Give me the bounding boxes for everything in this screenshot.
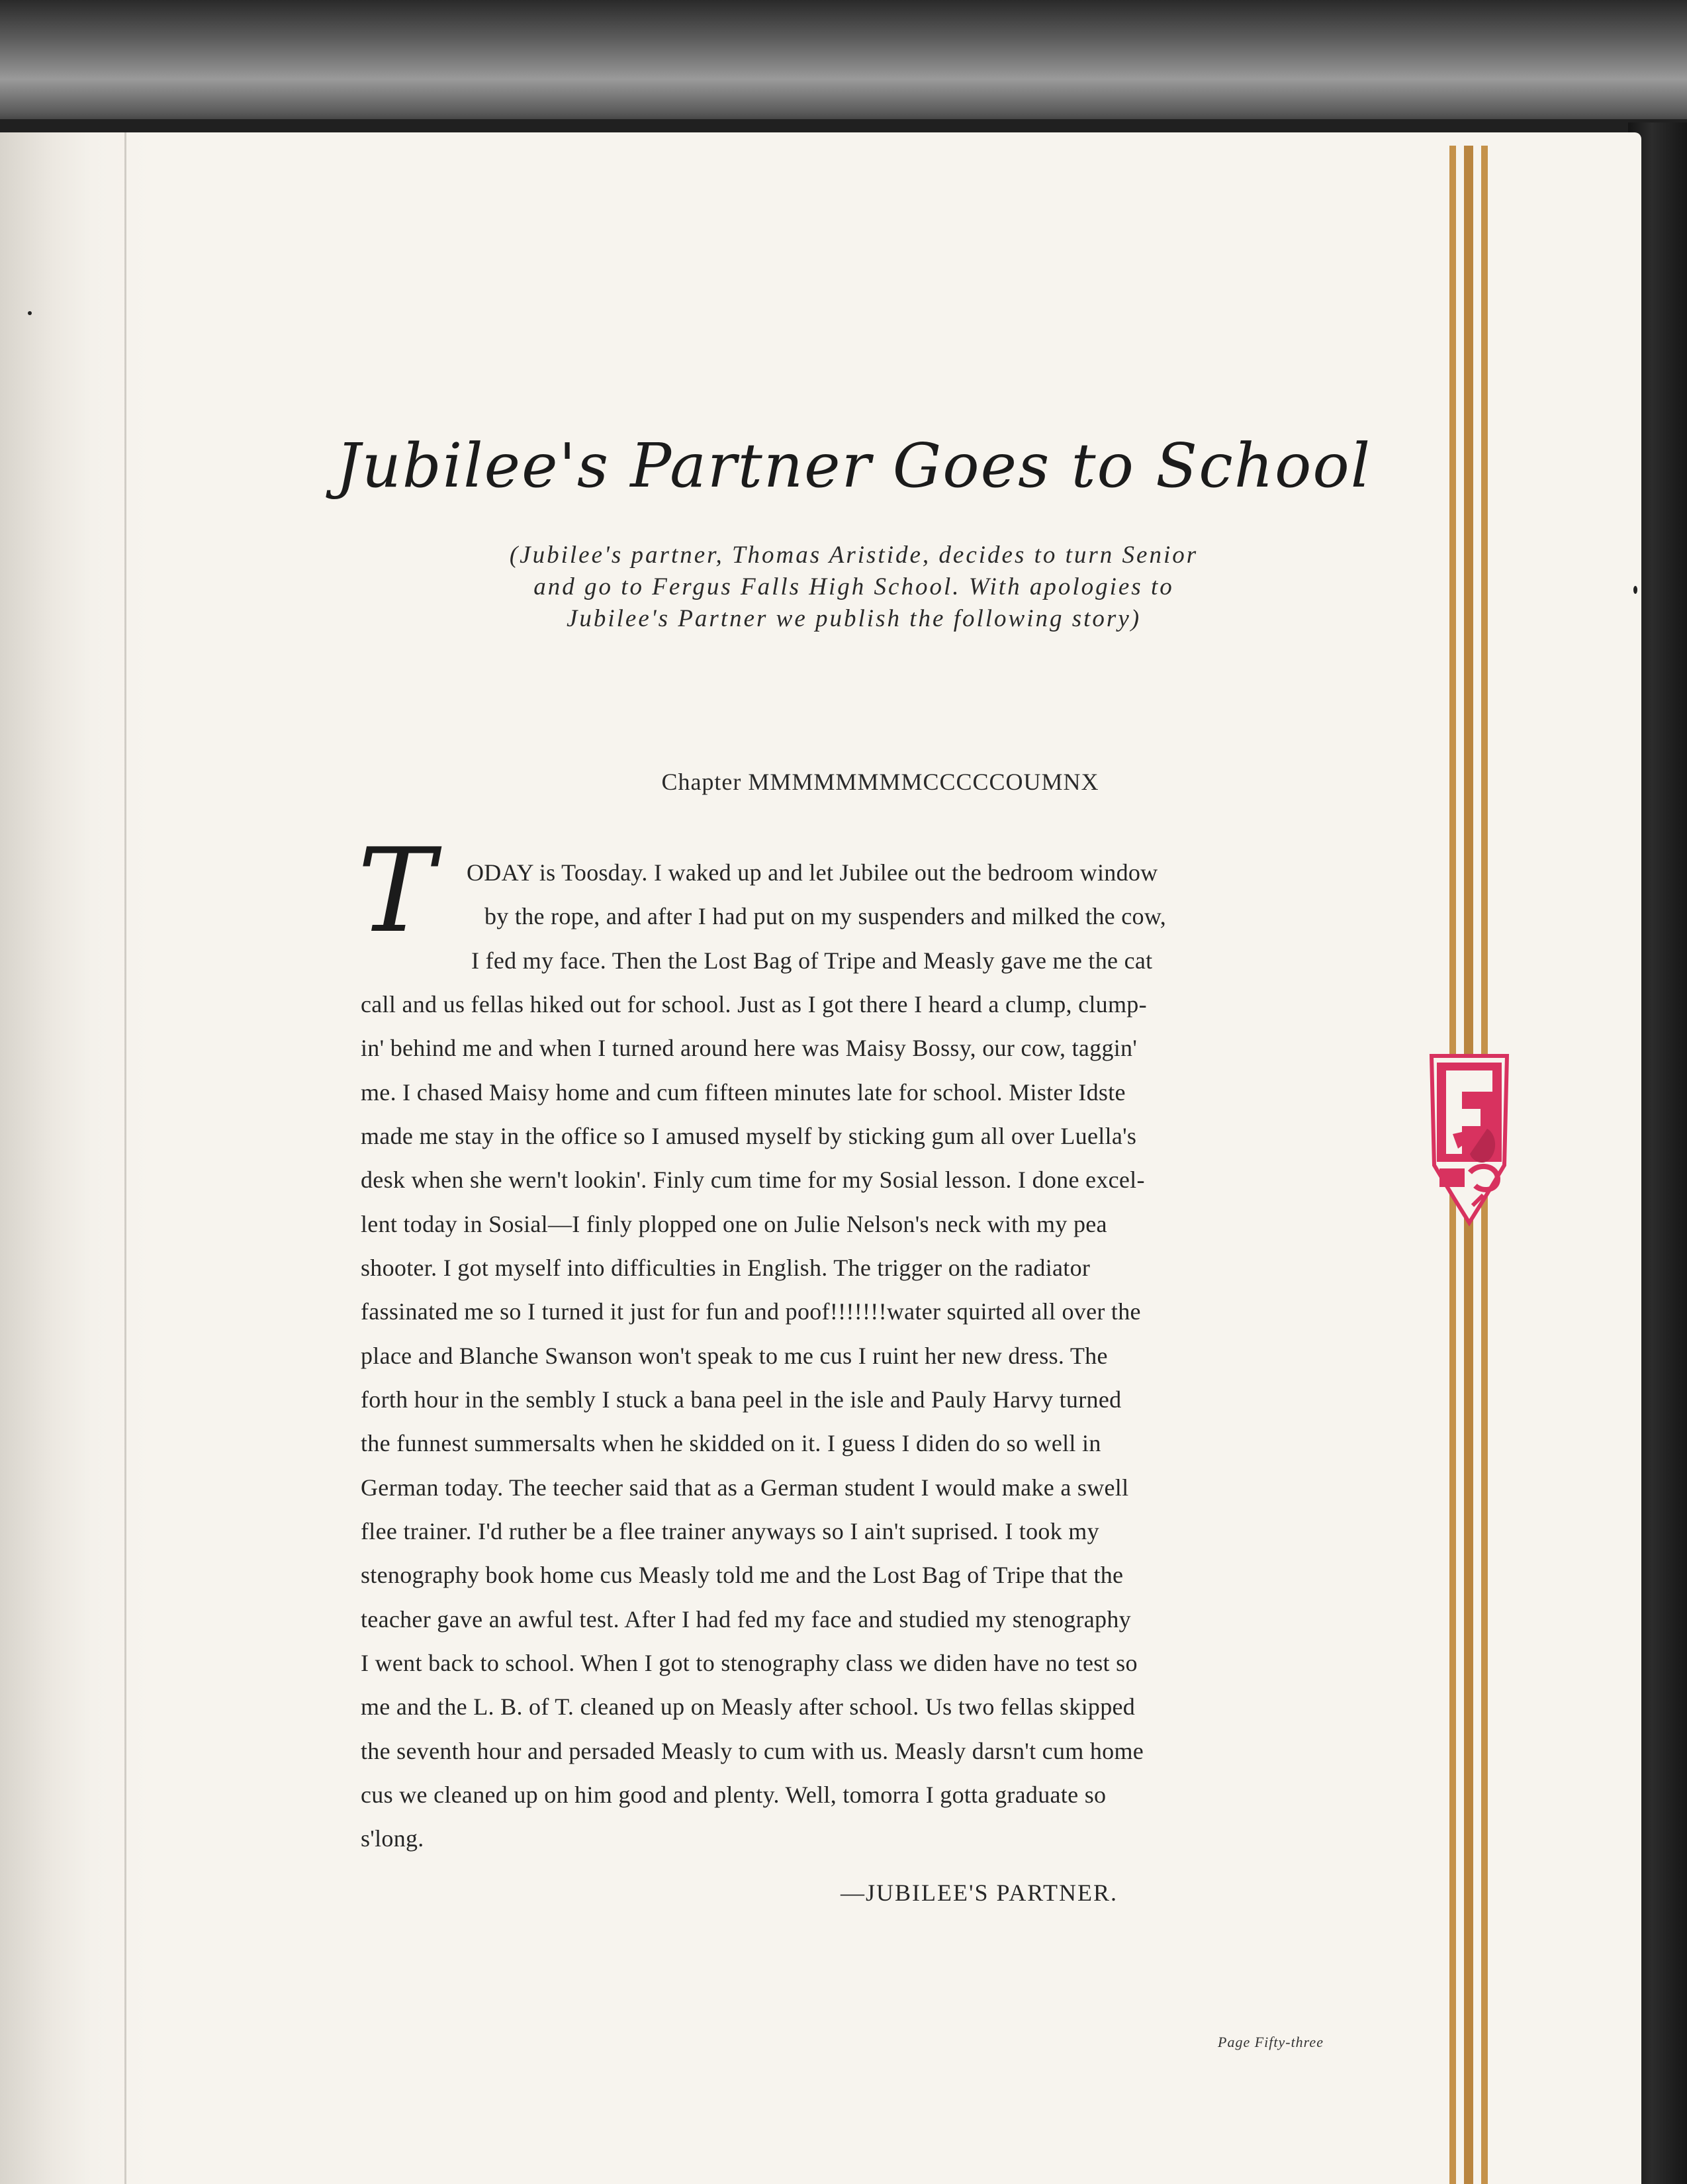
fhs-emblem-logo [1426,1049,1512,1228]
body-line: flee trainer. I'd ruther be a flee trainer anyways so I ain't suprised. I took my [361,1518,1099,1544]
subtitle-line: (Jubilee's partner, Thomas Aristide, decides to turn Senior [509,542,1199,569]
body-line: teacher gave an awful test. After I had fed my face and studied my stenography [361,1606,1131,1633]
body-line: by the rope, and after I had put on my suspenders and milked the cow, [484,903,1167,929]
subtitle-note [424,540,1284,635]
drop-cap-letter: T [357,824,435,959]
body-line: lent today in Sosial—I finly plopped one on Julie Nelson's neck with my pea [361,1211,1107,1237]
page-gutter-line [124,132,126,2184]
body-line: ODAY is Toosday. I waked up and let Jubilee out the bedroom window [467,859,1158,886]
body-line: I fed my face. Then the Lost Bag of Tripe and Measly gave me the cat [471,947,1153,974]
subtitle-line: Jubilee's Partner we publish the following story) [566,605,1142,632]
page-gutter-shadow [0,132,152,2184]
body-line: forth hour in the sembly I stuck a bana peel in the isle and Pauly Harvy turned [361,1386,1122,1413]
body-line: stenography book home cus Measly told me and the Lost Bag of Tripe that the [361,1562,1124,1588]
body-line: place and Blanche Swanson won't speak to me cus I ruint her new dress. The [361,1343,1108,1369]
body-line: desk when she wern't lookin'. Finly cum time for my Sosial lesson. I done excel- [361,1166,1145,1193]
body-line: s'long. [361,1825,424,1852]
body-line: made me stay in the office so I amused myself by sticking gum all over Luella's [361,1123,1137,1149]
body-line: me. I chased Maisy home and cum fifteen minutes late for school. Mister Idste [361,1079,1126,1106]
body-line: the funnest summersalts when he skidded on it. I guess I diden do so well in [361,1430,1101,1456]
body-line: in' behind me and when I turned around here was Maisy Bossy, our cow, taggin' [361,1035,1138,1061]
body-line: me and the L. B. of T. cleaned up on Measly after school. Us two fellas skipped [361,1693,1136,1720]
dust-speck [28,311,32,315]
body-line: shooter. I got myself into difficulties in English. The trigger on the radiator [361,1255,1091,1281]
body-line: cus we cleaned up on him good and plenty. Well, tomorra I gotta graduate so [361,1781,1107,1808]
chapter-heading: Chapter MMMMMMMMCCCCCOUMNX [661,769,1099,795]
body-line: I went back to school. When I got to stenography class we diden have no test so [361,1650,1138,1676]
author-signature: —JUBILEE'S PARTNER. [841,1879,1118,1906]
dust-speck [1633,586,1637,594]
page-title: Jubilee's Partner Goes to School [336,430,1372,501]
body-line: German today. The teecher said that as a German student I would make a swell [361,1474,1129,1501]
subtitle-line: and go to Fergus Falls High School. With apologies to [533,573,1174,600]
page-number: Page Fifty-three [1218,2034,1324,2050]
body-line: the seventh hour and persaded Measly to cum with us. Measly darsn't cum home [361,1738,1144,1764]
body-line: fassinated me so I turned it just for fun and poof!!!!!!!water squirted all over the [361,1298,1141,1325]
body-line: call and us fellas hiked out for school. Just as I got there I heard a clump, clump- [361,991,1147,1018]
scanner-background [0,0,1687,132]
